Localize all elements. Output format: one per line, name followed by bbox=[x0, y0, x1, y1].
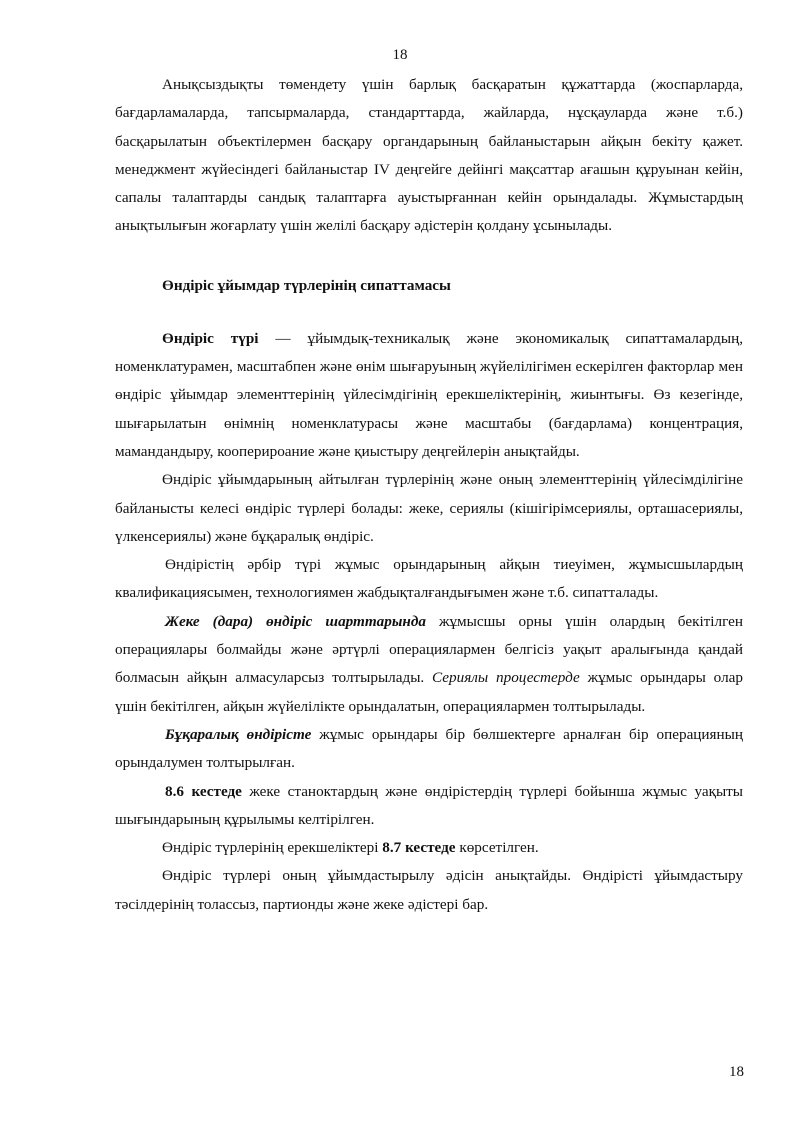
term-mass-production: Бұқаралық өндірісте bbox=[165, 725, 312, 743]
paragraph-text: жеке станоктардың және өндірістердің түрлері бойынша жұмыс уақыты шығындарының құрылымы келтірілген. bbox=[115, 782, 743, 828]
paragraph-table-8-6 bbox=[115, 778, 743, 835]
paragraph-organization-methods: Өндіріс түрлері оның ұйымдастырылу әдісін анықтайды. Өндірісті ұйымдастыру тәсілдерінің толассыз, партионды және жеке әдістері бар. bbox=[115, 867, 743, 913]
page-number-top: 18 bbox=[392, 47, 408, 63]
spacer bbox=[115, 300, 743, 325]
term-production-type: Өндіріс түрі bbox=[162, 329, 259, 347]
paragraph-mass-production bbox=[115, 721, 743, 778]
paragraph-intro: Анықсыздықты төмендету үшін барлық басқаратын құжаттарда (жоспарларда, бағдарламаларда, тапсырмаларда, стандарттарда, жайларда, нұсқауларда және т.б.) басқарылатын объектілермен басқару органдарының байланыстарын айқын бекіту қажет. менеджмент жүйесіндегі байланыстар IV деңгейге дейінгі мақсаттар ағашын құруынан кейін, сапалы талаптарды сандық талаптарға ауыстырғаннан кейін орындалады. Жұмыстардың анықтылығын жоғарлату үшін желілі басқару әдістерін қолдану ұсынылады. bbox=[115, 76, 743, 235]
document-body bbox=[115, 71, 743, 919]
table-reference-8-7: 8.7 кестеде bbox=[382, 839, 456, 857]
section-heading: Өндіріс ұйымдар түрлерінің сипаттамасы bbox=[162, 276, 451, 294]
paragraph-text: Өндіріс түрлерінің ерекшеліктері bbox=[162, 839, 383, 857]
page-number-bottom: 18 bbox=[729, 1064, 744, 1080]
paragraph-text: жұмысшы орны үшін олардың бекітілген операциялары болмайды және әртүрлі операциялармен белгісіз уақыт аралығында қандай болмасын айқын алмасуларсыз толтырылады. bbox=[115, 612, 744, 687]
paragraph-production-type bbox=[115, 325, 743, 466]
table-reference-8-6: 8.6 кестеде bbox=[165, 782, 242, 800]
paragraph-single-production bbox=[115, 608, 743, 721]
paragraph-table-8-7 bbox=[115, 834, 743, 862]
term-serial-processes: Сериялы процестерде bbox=[432, 669, 580, 687]
term-single-production: Жеке (дара) өндіріс шарттарында bbox=[165, 612, 426, 630]
paragraph-characteristics: Өндірістің әрбір түрі жұмыс орындарының айқын тиеуімен, жұмысшылардың квалификациясымен, технологиямен жабдықталғандығымен және т.б. сипатталады. bbox=[115, 556, 743, 602]
spacer bbox=[115, 241, 743, 272]
paragraph-text: жұмыс орындары олар үшін бекітілген, айқын жүйелілікте орындалатын, операциялармен толтырылады. bbox=[115, 669, 743, 715]
paragraph-production-kinds: Өндіріс ұйымдарының айтылған түрлерінің және оның элементтерінің үйлесімділігіне байланысты келесі өндіріс түрлері болады: жеке, сериялы (кішігірімсериялы, орташасериялы, үлкенсериялы) және бұқаралық өндіріс. bbox=[115, 471, 743, 545]
paragraph-text: жұмыс орындары бір бөлшектерге арналған бір операцияның орындалумен толтырылған. bbox=[115, 725, 744, 772]
paragraph-text: көрсетілген. bbox=[455, 839, 539, 857]
paragraph-text: — ұйымдық-техникалық және экономикалық сипаттамалардың, номенклатурамен, масштабпен және өнім шығаруының жүйелілігімен ескерілген факторлар мен өндіріс ұйымдар элементтерінің үйлесімдігінің ерекшеліктерінің, жиынтығы. Өз кезегінде, шығарылатын өнімнің номенклатурасы және масштабы (бағдарлама) концентрация, мамандандыру, кооперироание және қиыстыру деңгейлерін анықтайды. bbox=[115, 329, 743, 460]
